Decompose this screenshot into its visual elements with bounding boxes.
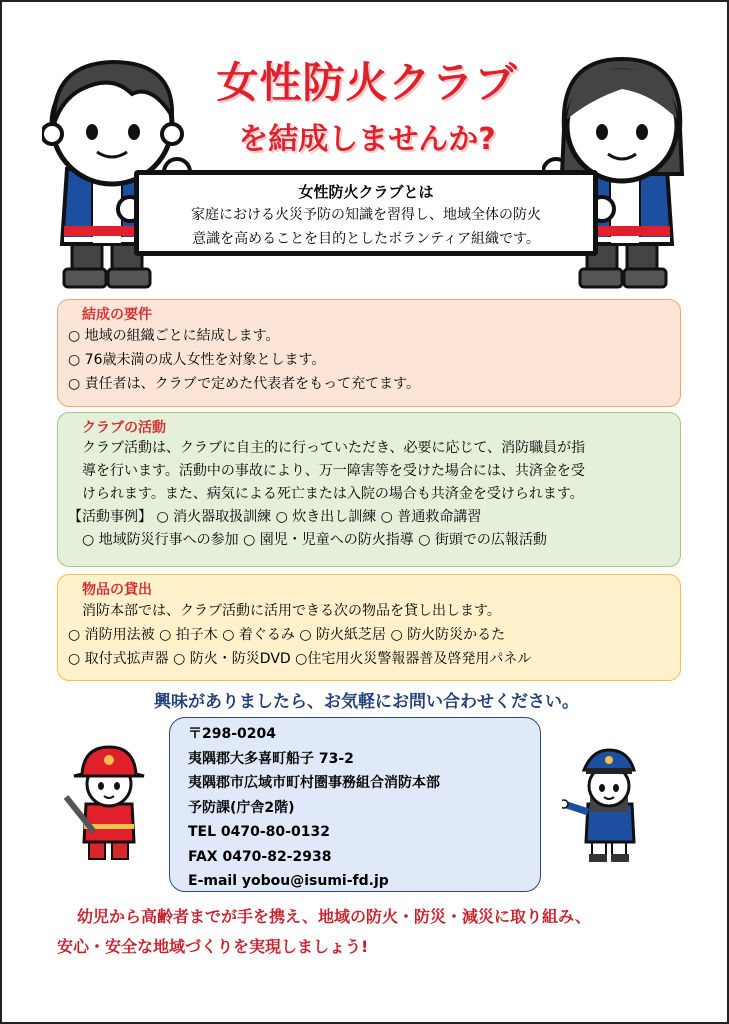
contact-box [169, 717, 541, 892]
requirement-item: ○ 地域の組織ごとに結成します。 [68, 328, 280, 344]
contact-postal: 〒298-0204 [188, 726, 276, 742]
firefighter-mascot-icon [64, 742, 154, 867]
footer-line2: 安心・安全な地域づくりを実現しましょう! [57, 937, 369, 956]
activities-text-line: けられます。また、病気による死亡または入院の場合も共済金を受けられます。 [82, 486, 584, 502]
requirement-item: ○ 76歳未満の成人女性を対象とします。 [68, 352, 326, 368]
police-mascot-icon [562, 742, 652, 867]
contact-address: 夷隅郡大多喜町船子 73-2 [188, 750, 354, 767]
intro-banner [134, 170, 598, 256]
boy-mascot-icon [42, 44, 192, 294]
requirements-section [57, 299, 681, 407]
contact-email[interactable]: E-mail yobou@isumi-fd.jp [188, 873, 389, 889]
lending-title: 物品の貸出 [82, 582, 152, 598]
requirement-item: ○ 責任者は、クラブで定めた代表者をもって充てます。 [68, 376, 420, 392]
banner-desc-line1: 家庭における火災予防の知識を習得し、地域全体の防火 [191, 207, 541, 223]
invite-text: 興味がありましたら、お気軽にお問い合わせください。 [154, 692, 579, 712]
girl-mascot-icon [542, 44, 692, 294]
lending-items-line1: ○ 消防用法被 ○ 拍子木 ○ 着ぐるみ ○ 防火紙芝居 ○ 防火防災かるた [68, 627, 506, 643]
page-subtitle: を結成しませんか? [238, 122, 496, 157]
contact-fax: FAX 0470-82-2938 [188, 848, 332, 865]
banner-desc-line2: 意識を高めることを目的としたボランティア組織です。 [192, 231, 540, 247]
contact-tel: TEL 0470-80-0132 [188, 824, 330, 840]
requirements-title: 結成の要件 [82, 307, 152, 323]
activities-examples-line1: 【活動事例】 ○ 消火器取扱訓練 ○ 炊き出し訓練 ○ 普通救命講習 [68, 509, 482, 525]
activities-examples-line2: ○ 地域防災行事への参加 ○ 園児・児童への防火指導 ○ 街頭での広報活動 [82, 532, 547, 548]
footer-message [57, 902, 697, 962]
activities-text-line: クラブ活動は、クラブに自主的に行っていただき、必要に応じて、消防職員が指 [82, 440, 586, 456]
contact-dept: 予防課(庁舎2階) [188, 799, 295, 816]
activities-section [57, 412, 681, 567]
banner-title: 女性防火クラブとは [298, 183, 434, 201]
activities-title: クラブの活動 [82, 420, 166, 436]
contact-org: 夷隅郡市広域市町村圏事務組合消防本部 [188, 775, 440, 791]
activities-text-line: 導を行います。活動中の事故により、万一障害等を受けた場合には、共済金を受 [82, 463, 585, 479]
lending-section [57, 574, 681, 681]
page-title: 女性防火クラブ [216, 58, 518, 107]
lending-items-line2: ○ 取付式拡声器 ○ 防火・防災DVD ○住宅用火災警報器普及啓発用パネル [68, 651, 532, 667]
lending-intro: 消防本部では、クラブ活動に活用できる次の物品を貸し出します。 [82, 603, 501, 619]
footer-line1: 幼児から高齢者までが手を携え、地域の防火・防災・減災に取り組み、 [77, 907, 591, 926]
